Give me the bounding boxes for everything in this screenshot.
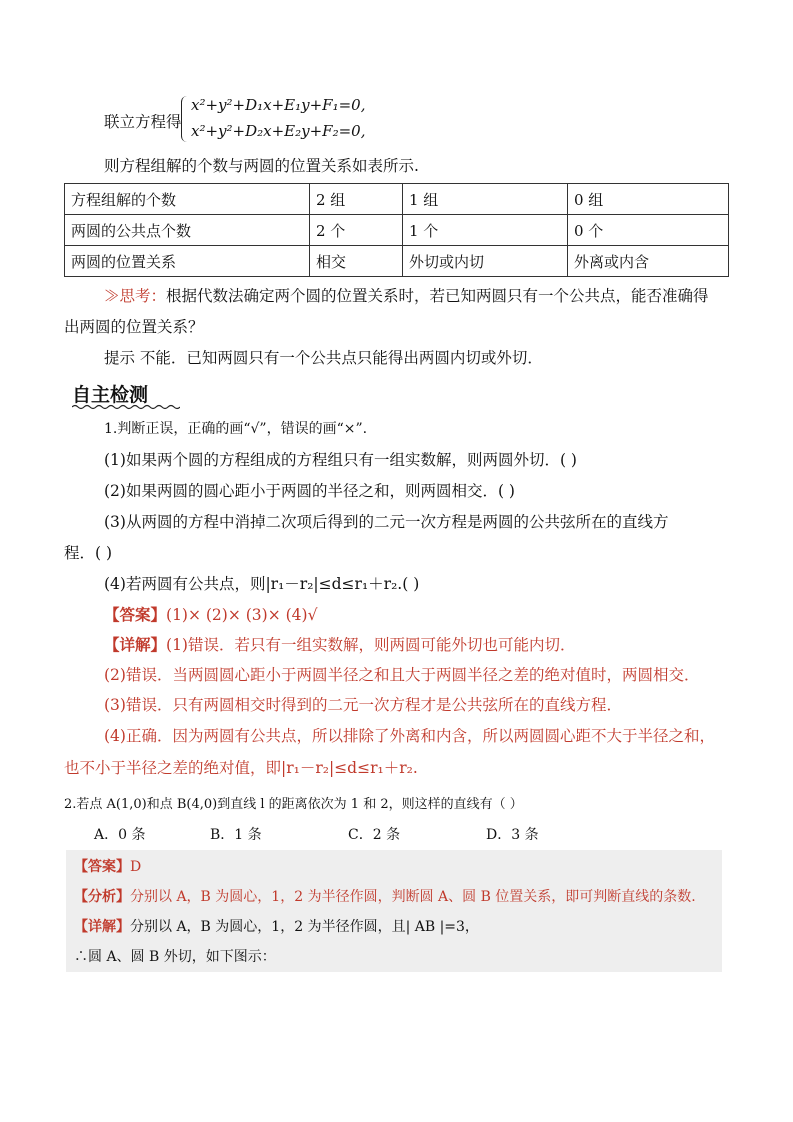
q1-detail-2: (2)错误．当两圆圆心距小于两圆半径之和且大于两圆半径之差的绝对值时，两圆相交． bbox=[104, 666, 700, 684]
q1-detail-4-cont: 也不小于半径之差的绝对值，即|r₁－r₂|≤d≤r₁＋r₂. bbox=[64, 759, 418, 777]
answer-label: 【答案】 bbox=[104, 605, 167, 624]
table-row bbox=[65, 184, 729, 215]
answer-label: 【答案】 bbox=[74, 859, 130, 875]
think-text: 根据代数法确定两个圆的位置关系时，若已知两圆只有一个公共点，能否准确得 bbox=[166, 287, 709, 305]
table-cell: 1 个 bbox=[403, 215, 568, 246]
analysis-text: 分别以 A，B 为圆心，1，2 为半径作圆，判断圆 A、圆 B 位置关系，即可判断直线的条数. bbox=[130, 889, 696, 905]
q2-conclusion: ∴圆 A、圆 B 外切，如下图示： bbox=[74, 949, 276, 965]
table-cell: 方程组解的个数 bbox=[65, 184, 310, 215]
q2-answer bbox=[74, 856, 141, 876]
q2-stem: 2.若点 A(1,0)和点 B(4,0)到直线 l 的距离依次为 1 和 2，则这样的直线有（ ） bbox=[64, 797, 523, 812]
q1-statement-3: (3)从两圆的方程中消掉二次项后得到的二元一次方程是两圆的公共弦所在的直线方 bbox=[104, 513, 669, 531]
section-heading: 自主检测 bbox=[72, 384, 149, 406]
q1-statement-4: (4)若两圆有公共点，则|r₁－r₂|≤d≤r₁＋r₂.( ) bbox=[104, 575, 420, 593]
table-row bbox=[65, 215, 729, 246]
q2-option-d: D．3 条 bbox=[486, 827, 539, 843]
q2-detail bbox=[74, 916, 479, 936]
q1-detail-4: (4)正确．因为两圆有公共点，所以排除了外离和内含，所以两圆圆心距不大于半径之和， bbox=[104, 727, 715, 745]
q2-analysis bbox=[74, 886, 696, 906]
table-cell: 1 组 bbox=[403, 184, 568, 215]
answer-text: D bbox=[130, 859, 142, 875]
detail-label: 【详解】 bbox=[104, 635, 167, 654]
think-line-1 bbox=[104, 284, 709, 306]
hint-text: 提示 不能．已知两圆只有一个公共点只能得出两圆内切或外切． bbox=[104, 349, 543, 367]
q2-option-b: B．1 条 bbox=[210, 827, 262, 843]
think-line-2: 出两圆的位置关系？ bbox=[64, 318, 204, 336]
table-cell: 相交 bbox=[310, 246, 403, 277]
table-row bbox=[65, 246, 729, 277]
table-intro: 则方程组解的个数与两圆的位置关系如表所示. bbox=[104, 157, 419, 175]
detail-text: 分别以 A，B 为圆心，1，2 为半径作圆，且| AB |=3， bbox=[130, 919, 479, 935]
table-cell: 外离或内含 bbox=[568, 246, 729, 277]
detail-label: 【详解】 bbox=[74, 919, 130, 935]
system-intro: 联立方程得 bbox=[104, 113, 182, 131]
q1-detail-1 bbox=[104, 633, 575, 655]
table-cell: 两圆的位置关系 bbox=[65, 246, 310, 277]
q1-stem: 1.判断正误，正确的画“√”，错误的画“×”. bbox=[104, 421, 368, 437]
wavy-underline bbox=[72, 404, 180, 410]
detail-text: (1)错误．若只有一组实数解，则两圆可能外切也可能内切． bbox=[166, 636, 576, 654]
table-cell: 两圆的公共点个数 bbox=[65, 215, 310, 246]
answer-text: (1)× (2)× (3)× (4)√ bbox=[166, 606, 318, 624]
table-cell: 2 个 bbox=[310, 215, 403, 246]
q1-statement-3-cont: 程．( ) bbox=[64, 544, 113, 562]
q2-option-c: C．2 条 bbox=[348, 827, 401, 843]
q1-statement-1: (1)如果两个圆的方程组成的方程组只有一组实数解，则两圆外切．( ) bbox=[104, 451, 577, 469]
table-cell: 0 个 bbox=[568, 215, 729, 246]
think-marker: ≫思考： bbox=[104, 287, 167, 305]
table-cell: 外切或内切 bbox=[403, 246, 568, 277]
table-cell: 2 组 bbox=[310, 184, 403, 215]
analysis-label: 【分析】 bbox=[74, 889, 130, 905]
q2-option-a: A．0 条 bbox=[94, 827, 146, 843]
table-cell: 0 组 bbox=[568, 184, 729, 215]
q1-detail-3: (3)错误．只有两圆相交时得到的二元一次方程才是公共弦所在的直线方程． bbox=[104, 696, 622, 714]
equation-2: x²+y²+D₂x+E₂y+F₂=0, bbox=[191, 122, 366, 140]
equation-1: x²+y²+D₁x+E₁y+F₁=0, bbox=[191, 96, 366, 114]
relation-table bbox=[64, 183, 729, 277]
system-brace bbox=[181, 96, 190, 142]
q1-answer bbox=[104, 603, 317, 625]
q1-statement-2: (2)如果两圆的圆心距小于两圆的半径之和，则两圆相交．( ) bbox=[104, 482, 515, 500]
